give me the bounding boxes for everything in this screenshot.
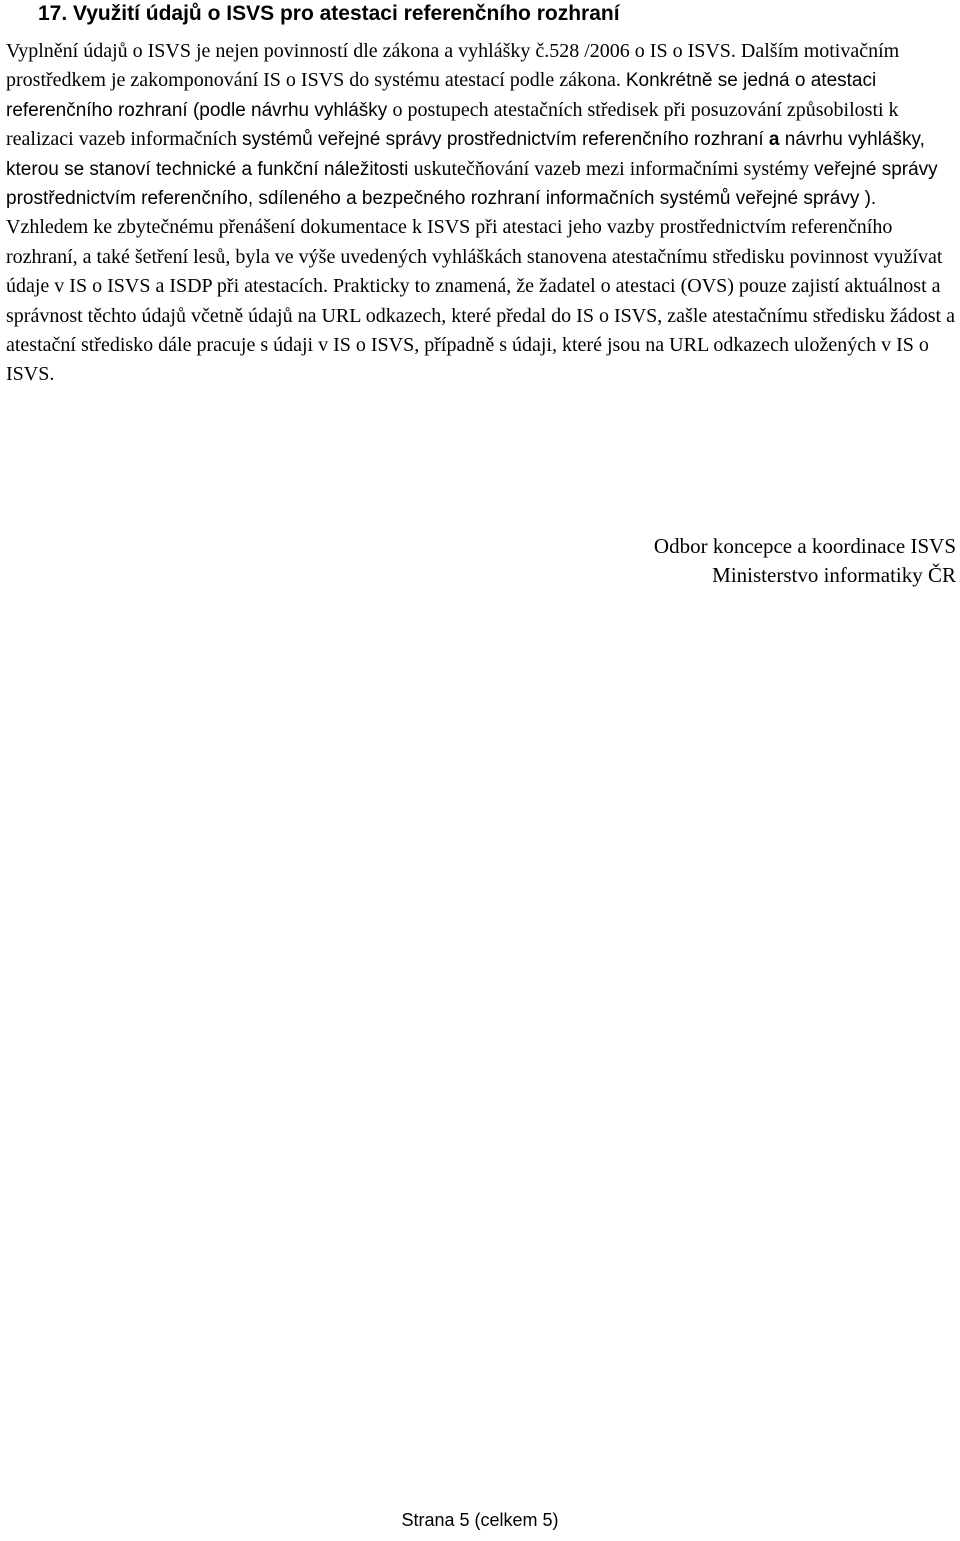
paragraph-text-8: veřejné správy prostřednictvím referenčního, sdíleného a bezpečného rozhraní informačních systémů veřejné správy ). [6,158,943,210]
paragraph-text-3: o postupech atestačních středisek při posuzování způsobilosti k realizaci vazeb informačních [6,98,904,151]
paragraph-text-9: Vzhledem ke zbytečnému přenášení dokumentace k ISVS při atestaci jeho vazby prostřednictvím referenčního rozhraní, a také šetření lesů, byla ve výše uvedených vyhláškách stanovena atestačnímu středisku povinnost využívat údaje v IS o ISVS a ISDP při atestacích. Prakticky to znamená, že žadatel o atestaci (OVS) pouze zajistí aktuálnost a správnost těchto údajů včetně údajů na URL odkazech, které předal do IS o ISVS, zašle atestačnímu středisku žádost a atestační středisko dále pracuje s údaji v IS o ISVS, případně s údaji, které jsou na URL odkazech uložených v IS o ISVS. [6,216,960,386]
paragraph-text-2: Konkrétně se jedná o atestaci referenčního rozhraní (podle návrhu vyhlášky [6,70,882,121]
paragraph-text-7: uskutečňování vazeb mezi informačními systémy [413,157,815,180]
body-paragraph [6,37,960,390]
section-heading: 17. Využití údajů o ISVS pro atestaci referenčního rozhraní [38,2,620,25]
signature-department: Odbor koncepce a koordinace ISVS [653,534,956,558]
paragraph-text-4: systémů veřejné správy prostřednictvím referenčního rozhraní [241,129,769,151]
page-footer: Strana 5 (celkem 5) [401,1510,559,1530]
paragraph-text-6: návrhu vyhlášky, kterou se stanoví technické a funkční náležitosti [6,129,931,180]
paragraph-text-1: Vyplnění údajů o ISVS je nejen povinností dle zákona a vyhlášky č.528 /2006 o IS o ISVS. Dalším motivačním prostředkem je zakomponování IS o ISVS do systému atestací podle zákona. [6,40,905,92]
paragraph-text-5: a [768,129,780,151]
signature-block [654,532,956,590]
signature-ministry: Ministerstvo informatiky ČR [712,563,956,587]
